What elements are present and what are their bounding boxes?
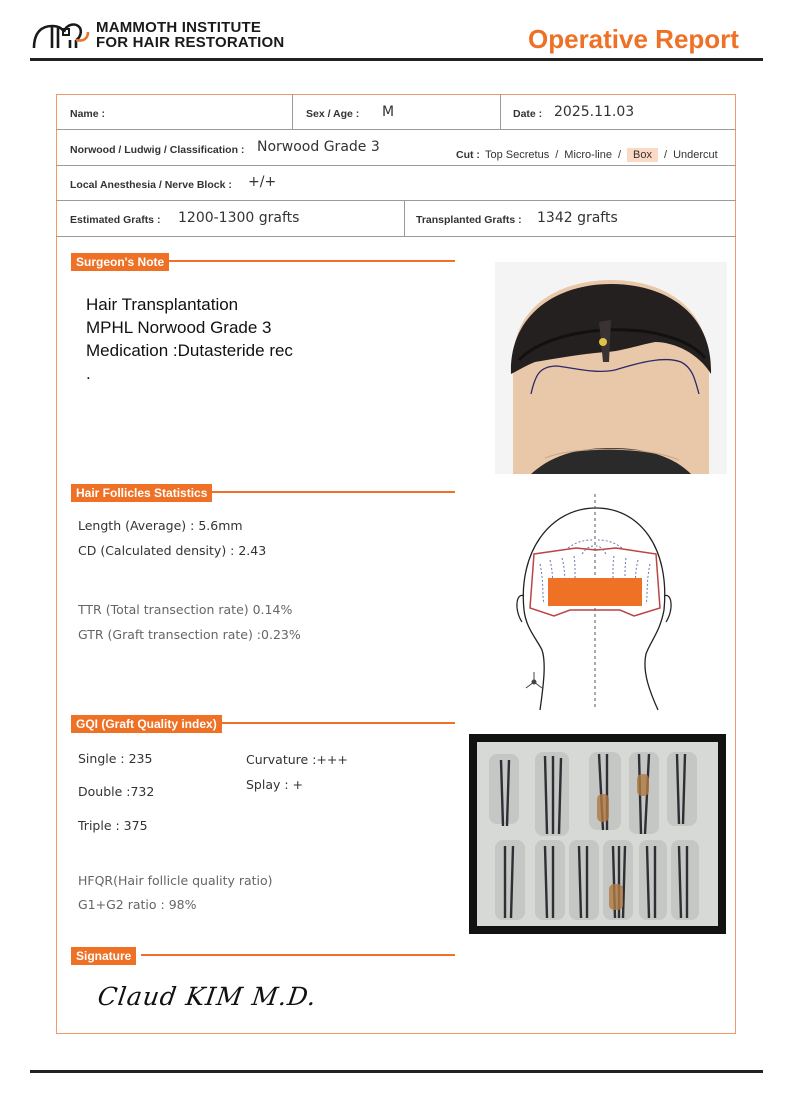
divider xyxy=(500,94,501,130)
sex-age-label: Sex / Age : xyxy=(306,108,360,120)
cut-option-box-selected[interactable]: Box xyxy=(627,148,658,162)
gqi-splay: Splay : + xyxy=(246,777,304,792)
footer-divider xyxy=(30,1070,763,1073)
surgeon-signature: Claud KIM M.D. xyxy=(95,982,319,1011)
surgeon-note-text xyxy=(86,293,293,385)
institute-name-line2: FOR HAIR RESTORATION xyxy=(96,34,285,51)
estimated-grafts-value: 1200-1300 grafts xyxy=(178,210,300,226)
institute-name-line1: MAMMOTH INSTITUTE xyxy=(96,19,262,36)
date-value: 2025.11.03 xyxy=(554,104,635,120)
patient-hairline-photo xyxy=(495,262,727,474)
transplanted-grafts-label: Transplanted Grafts : xyxy=(416,214,522,226)
graft-microscope-photo xyxy=(469,734,726,934)
gqi-curvature: Curvature :+++ xyxy=(246,752,348,767)
name-label: Name : xyxy=(70,108,106,120)
follicle-stats-header xyxy=(71,482,212,502)
sex-age-value: M xyxy=(382,104,395,120)
signature-header xyxy=(71,945,136,965)
stat-length: Length (Average) : 5.6mm xyxy=(78,518,243,533)
cut-options: Cut : Top Secretus / Micro-line / Box / Undercut xyxy=(456,149,718,161)
report-title: Operative Report xyxy=(528,24,739,54)
donor-area-diagram xyxy=(510,492,680,712)
cut-option-undercut[interactable]: Undercut xyxy=(673,149,718,161)
gqi-title: GQI (Graft Quality index) xyxy=(71,715,222,733)
surgeon-note-title: Surgeon's Note xyxy=(71,253,169,271)
stat-gtr: GTR (Graft transection rate) :0.23% xyxy=(78,627,301,642)
section-rule xyxy=(211,491,455,493)
section-rule xyxy=(141,954,455,956)
note-line: Medication :Dutasteride rec xyxy=(86,341,293,360)
date-label: Date : xyxy=(513,108,543,120)
stat-calculated-density: CD (Calculated density) : 2.43 xyxy=(78,543,267,558)
anesthesia-label: Local Anesthesia / Nerve Block : xyxy=(70,179,232,191)
estimated-grafts-label: Estimated Grafts : xyxy=(70,214,161,226)
anesthesia-value: +/+ xyxy=(248,174,277,190)
section-rule xyxy=(221,722,455,724)
gqi-g-ratio: G1+G2 ratio : 98% xyxy=(78,897,197,912)
note-line: Hair Transplantation xyxy=(86,295,239,314)
divider xyxy=(292,94,293,130)
gqi-double: Double :732 xyxy=(78,784,155,799)
cut-option-top-secretus[interactable]: Top Secretus xyxy=(485,149,550,161)
note-line: . xyxy=(86,364,91,383)
divider xyxy=(404,201,405,237)
stat-ttr: TTR (Total transection rate) 0.14% xyxy=(78,602,293,617)
gqi-header xyxy=(71,713,222,733)
signature-title: Signature xyxy=(71,947,136,965)
note-line: MPHL Norwood Grade 3 xyxy=(86,318,272,337)
institute-name xyxy=(96,20,284,50)
gqi-hfqr: HFQR(Hair follicle quality ratio) xyxy=(78,873,273,888)
surgeon-note-header xyxy=(71,251,169,271)
mammoth-logo-icon xyxy=(32,18,90,52)
header-divider xyxy=(30,58,763,61)
cut-option-micro-line[interactable]: Micro-line xyxy=(564,149,612,161)
cut-label: Cut : xyxy=(456,149,480,161)
follicle-stats-title: Hair Follicles Statistics xyxy=(71,484,212,502)
classification-value: Norwood Grade 3 xyxy=(257,139,380,155)
gqi-triple: Triple : 375 xyxy=(78,818,148,833)
gqi-single: Single : 235 xyxy=(78,751,153,766)
section-rule xyxy=(167,260,455,262)
classification-label: Norwood / Ludwig / Classification : xyxy=(70,144,245,156)
transplanted-grafts-value: 1342 grafts xyxy=(537,210,618,226)
